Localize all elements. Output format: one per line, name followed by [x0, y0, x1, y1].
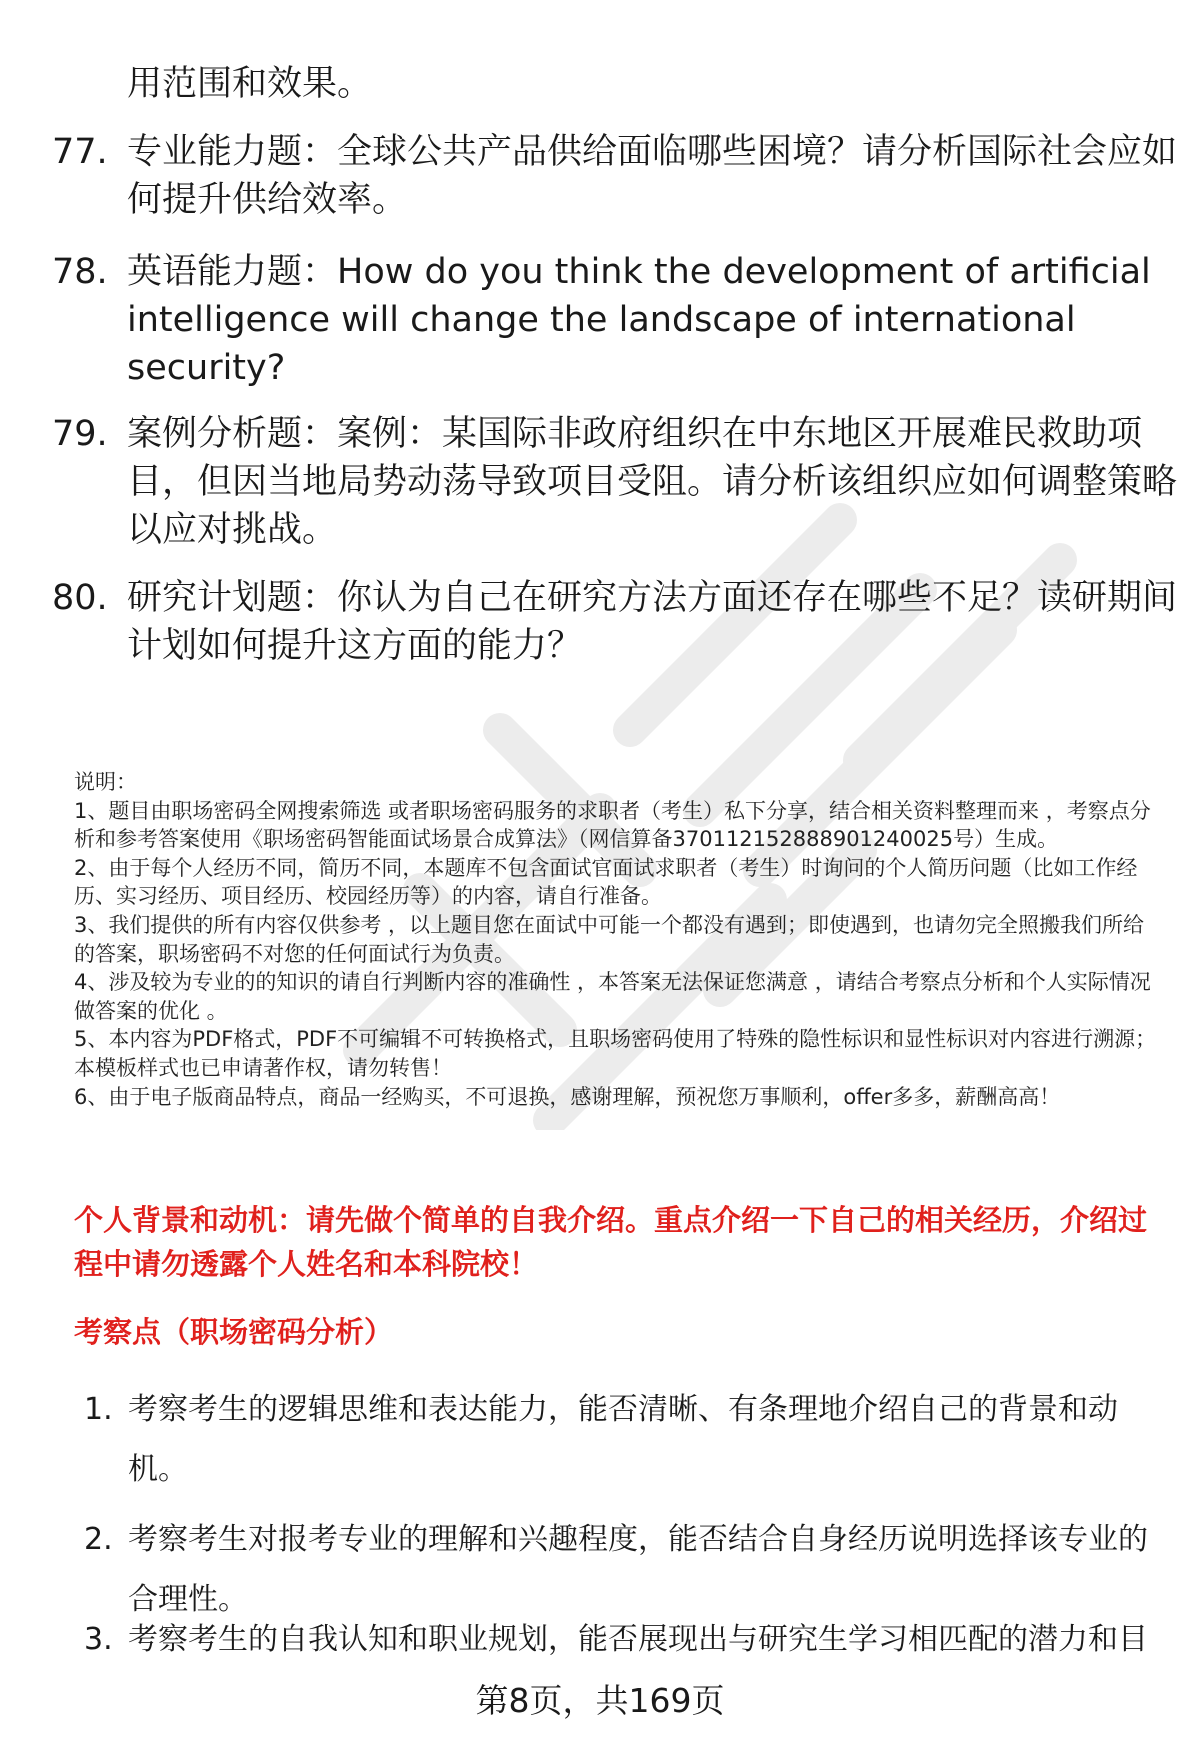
- question-number: 77.: [52, 132, 108, 172]
- question-number: 79.: [52, 414, 108, 454]
- question-number: 78.: [52, 252, 108, 292]
- note-item: 2、由于每个人经历不同，简历不同，本题库不包含面试官面试求职者（考生）时询问的个人简历问题（比如工作经历、实习经历、项目经历、校园经历等）的内容，请自行准备。: [74, 855, 1138, 909]
- point-number: 2.: [84, 1522, 113, 1557]
- question-text: 案例分析题：案例：某国际非政府组织在中东地区开展难民救助项目，但因当地局势动荡导致项目受阻。请分析该组织应如何调整策略以应对挑战。: [127, 414, 1178, 550]
- question-text: 英语能力题：How do you think the development of artificial intelligence will change the landscape of international security?: [127, 252, 1151, 388]
- point-text: 考察考生对报考专业的理解和兴趣程度，能否结合自身经历说明选择该专业的合理性。: [128, 1522, 1148, 1617]
- note-item: 3、我们提供的所有内容仅供参考 ，以上题目您在面试中可能一个都没有遇到；即使遇到，也请勿完全照搬我们所给的答案，职场密码不对您的任何面试行为负责。: [74, 912, 1145, 966]
- section-points-title: 考察点（职场密码分析）: [74, 1315, 394, 1349]
- note-item: 4、涉及较为专业的的知识的请自行判断内容的准确性 ，本答案无法保证您满意 ，请结合考察点分析和个人实际情况做答案的优化 。: [74, 970, 1151, 1023]
- note-item: 6、由于电子版商品特点，商品一经购买，不可退换，感谢理解，预祝您万事顺利，offer多多，薪酬高高！: [74, 1084, 1061, 1109]
- question-text: 专业能力题：全球公共产品供给面临哪些困境？请分析国际社会应如何提升供给效率。: [127, 132, 1178, 220]
- disclaimer-notes: [74, 768, 1164, 1111]
- note-item: 5、本内容为PDF格式，PDF不可编辑不可转换格式，且职场密码使用了特殊的隐性标识和显性标识对内容进行溯源；本模板样式也已申请著作权，请勿转售！: [74, 1027, 1157, 1080]
- notes-title: 说明：: [74, 770, 137, 794]
- question-number: 80.: [52, 578, 108, 618]
- note-item: 1、题目由职场密码全网搜索筛选 或者职场密码服务的求职者（考生）私下分享，结合相关资料整理而来 ，考察点分析和参考答案使用《职场密码智能面试场景合成算法》（网信算备370112152888901240025号）生成。: [74, 798, 1151, 852]
- question-text: 研究计划题：你认为自己在研究方法方面还存在哪些不足？读研期间计划如何提升这方面的能力？: [127, 578, 1178, 666]
- section-question: 个人背景和动机：请先做个简单的自我介绍。重点介绍一下自己的相关经历，介绍过程中请勿透露个人姓名和本科院校！: [74, 1203, 1148, 1281]
- continued-text: 用范围和效果。: [127, 64, 373, 104]
- page-footer: 第8页，共169页: [475, 1681, 725, 1720]
- point-number: 1.: [84, 1392, 113, 1427]
- point-number: 3.: [84, 1622, 113, 1657]
- point-text: 考察考生的自我认知和职业规划，能否展现出与研究生学习相匹配的潜力和目: [128, 1622, 1148, 1657]
- point-text: 考察考生的逻辑思维和表达能力，能否清晰、有条理地介绍自己的背景和动机。: [128, 1392, 1118, 1487]
